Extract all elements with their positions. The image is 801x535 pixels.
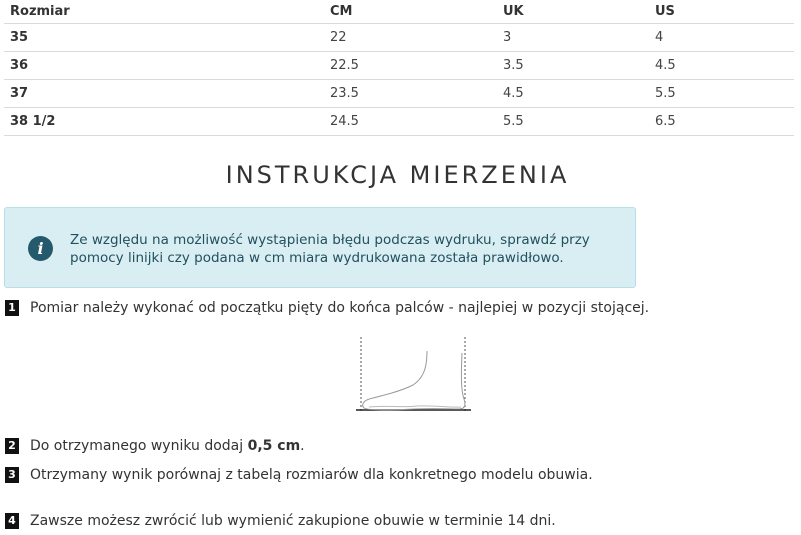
cell-cm: 22.5: [324, 51, 497, 79]
header-us: US: [649, 0, 794, 23]
cell-us: 5.5: [649, 79, 794, 107]
info-text: Ze względu na możliwość wystąpienia błędu podczas wydruku, sprawdź przy pomocy linijki czy podana w cm miara wydrukowana została prawidłowo.: [70, 232, 590, 266]
cell-cm: 22: [324, 23, 497, 51]
step-text-part: Do otrzymanego wyniku dodaj: [30, 438, 248, 454]
section-title: INSTRUKCJA MIERZENIA: [225, 161, 570, 189]
header-rozmiar: Rozmiar: [4, 0, 324, 23]
step-text-bold: 0,5 cm: [247, 438, 301, 454]
cell-uk: 4.5: [497, 79, 649, 107]
step-2: [5, 438, 305, 454]
step-text: Zawsze możesz zwrócić lub wymienić zakupione obuwie w terminie 14 dni.: [30, 513, 556, 529]
cell-size: 35: [4, 23, 324, 51]
info-icon: i: [28, 236, 53, 261]
step-number: 1: [5, 300, 19, 316]
step-number: 3: [5, 467, 19, 483]
cell-size: 38 1/2: [4, 107, 324, 135]
step-text-part: .: [300, 438, 305, 454]
size-table: [4, 0, 794, 136]
header-cm: CM: [324, 0, 497, 23]
cell-us: 4.5: [649, 51, 794, 79]
cell-us: 4: [649, 23, 794, 51]
step-number: 2: [5, 438, 19, 454]
cell-cm: 24.5: [324, 107, 497, 135]
info-box: [4, 207, 636, 288]
step-text: Pomiar należy wykonać od początku pięty do końca palców - najlepiej w pozycji stojącej.: [30, 300, 650, 316]
sole-outline: [369, 406, 461, 407]
step-4: [5, 513, 556, 529]
step-text: [30, 438, 305, 454]
foot-outline: [363, 351, 465, 410]
foot-measurement-diagram: [355, 335, 473, 415]
step-text: Otrzymany wynik porównaj z tabelą rozmiarów dla konkretnego modelu obuwia.: [30, 467, 593, 483]
step-3: [5, 467, 593, 483]
table-row: [4, 79, 794, 107]
cell-uk: 5.5: [497, 107, 649, 135]
cell-size: 37: [4, 79, 324, 107]
table-row: [4, 51, 794, 79]
cell-cm: 23.5: [324, 79, 497, 107]
header-uk: UK: [497, 0, 649, 23]
cell-size: 36: [4, 51, 324, 79]
table-header-row: [4, 0, 794, 23]
cell-uk: 3.5: [497, 51, 649, 79]
cell-uk: 3: [497, 23, 649, 51]
table-row: [4, 23, 794, 51]
step-number: 4: [5, 513, 19, 529]
table-row: [4, 107, 794, 135]
cell-us: 6.5: [649, 107, 794, 135]
step-1: [5, 300, 649, 316]
